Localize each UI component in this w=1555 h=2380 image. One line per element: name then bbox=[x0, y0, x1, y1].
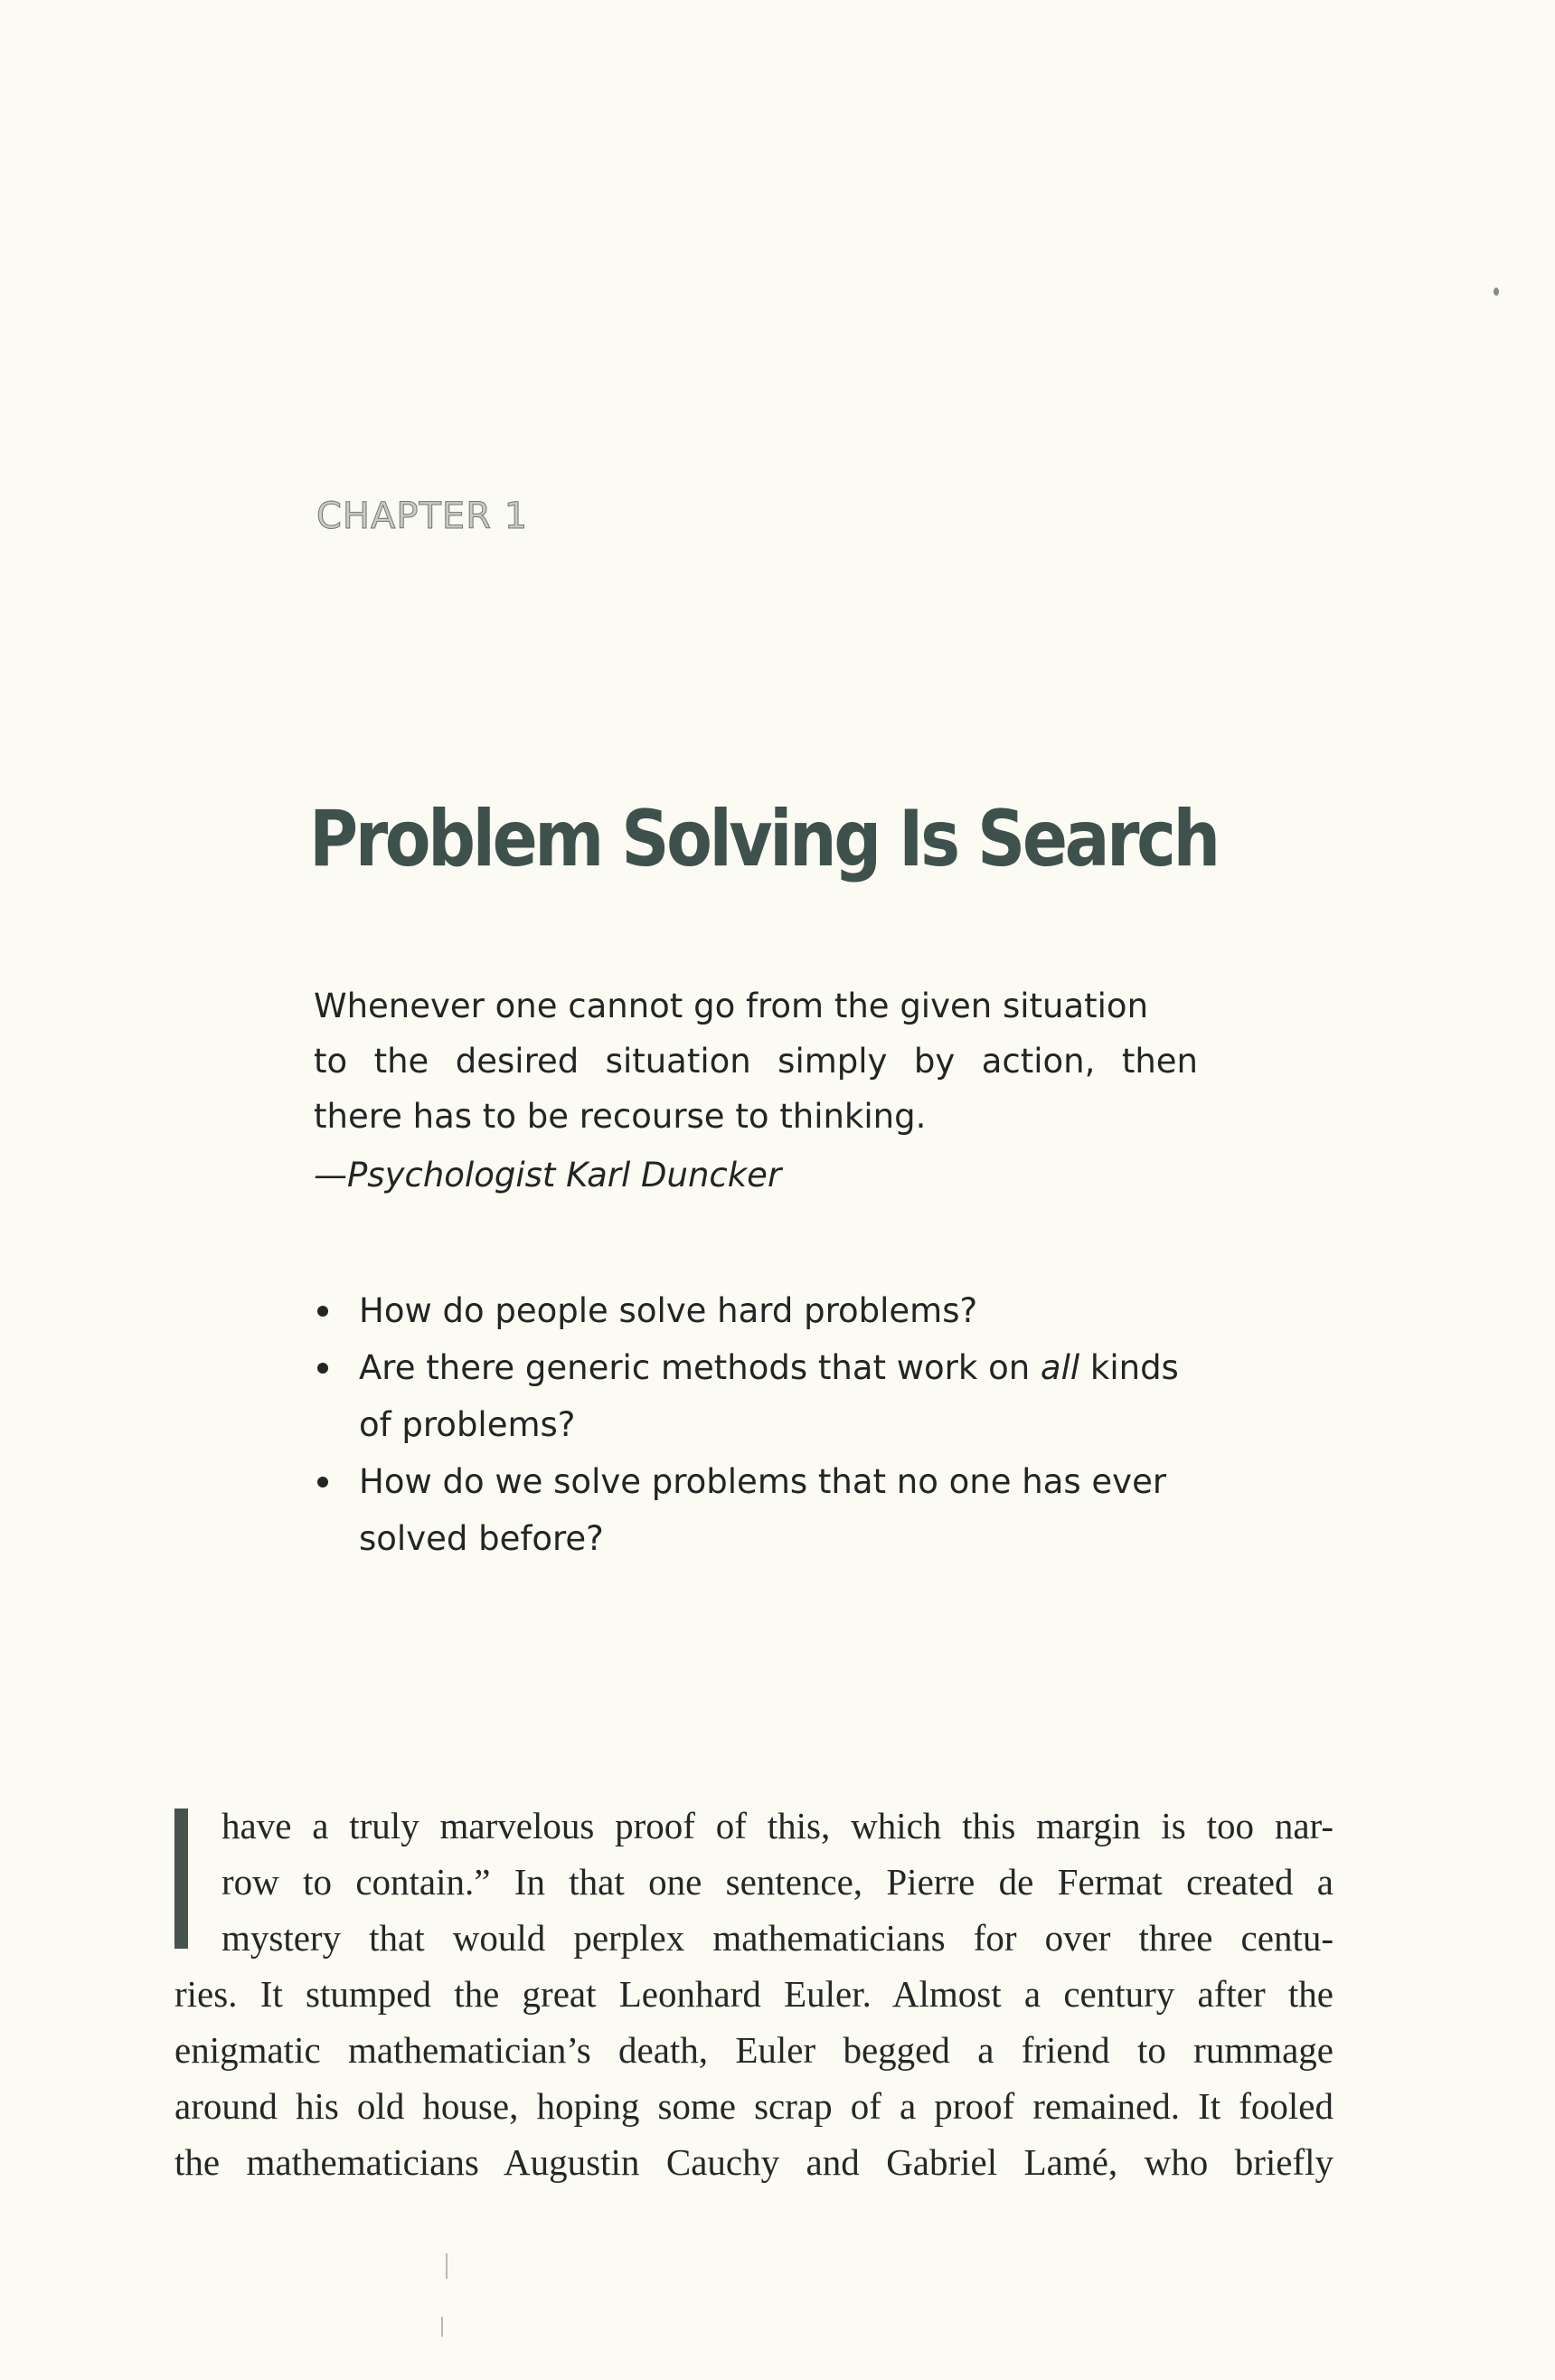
body-line: have a truly marvelous proof of this, which this margin is too nar- bbox=[221, 1805, 1334, 1846]
question-text: How do people solve hard problems? bbox=[359, 1291, 978, 1330]
body-line: around his old house, hoping some scrap of a proof remained. It fooled bbox=[174, 2085, 1334, 2127]
scan-speck bbox=[1494, 288, 1499, 296]
question-text: How do we solve problems that no one has ever solved before? bbox=[359, 1462, 1167, 1558]
question-item bbox=[314, 1282, 1182, 1339]
body-line: enigmatic mathematician’s death, Euler begged a friend to rummage bbox=[174, 2029, 1334, 2071]
epigraph-line: Whenever one cannot go from the given situation bbox=[314, 987, 1149, 1025]
epigraph-line: to the desired situation simply by action, then bbox=[314, 1042, 1198, 1081]
body-paragraph bbox=[174, 1798, 1334, 2190]
emphasis-all: all bbox=[1040, 1348, 1080, 1387]
scan-streak bbox=[441, 2317, 443, 2337]
question-item bbox=[314, 1453, 1182, 1567]
epigraph-quote bbox=[314, 978, 1198, 1144]
bullet-icon bbox=[317, 1306, 328, 1317]
chapter-label: CHAPTER 1 bbox=[316, 496, 529, 537]
question-text: Are there generic methods that work on all kinds of problems? bbox=[359, 1348, 1179, 1444]
chapter-questions-list bbox=[314, 1282, 1182, 1567]
body-line: the mathematicians Augustin Cauchy and Gabriel Lamé, who briefly bbox=[174, 2141, 1334, 2183]
body-line: mystery that would perplex mathematicians for over three centu- bbox=[221, 1917, 1334, 1959]
body-line: row to contain.” In that one sentence, Pierre de Fermat created a bbox=[221, 1861, 1334, 1903]
epigraph-line: there has to be recourse to thinking. bbox=[314, 1097, 927, 1136]
epigraph-attribution: —Psychologist Karl Duncker bbox=[314, 1156, 782, 1195]
body-line: ries. It stumped the great Leonhard Euler. Almost a century after the bbox=[174, 1973, 1334, 2015]
bullet-icon bbox=[317, 1363, 328, 1374]
bullet-icon bbox=[317, 1477, 328, 1488]
scan-streak bbox=[446, 2253, 448, 2279]
question-item bbox=[314, 1339, 1182, 1453]
epigraph bbox=[314, 978, 1198, 1203]
chapter-title: Problem Solving Is Search bbox=[309, 794, 1218, 884]
